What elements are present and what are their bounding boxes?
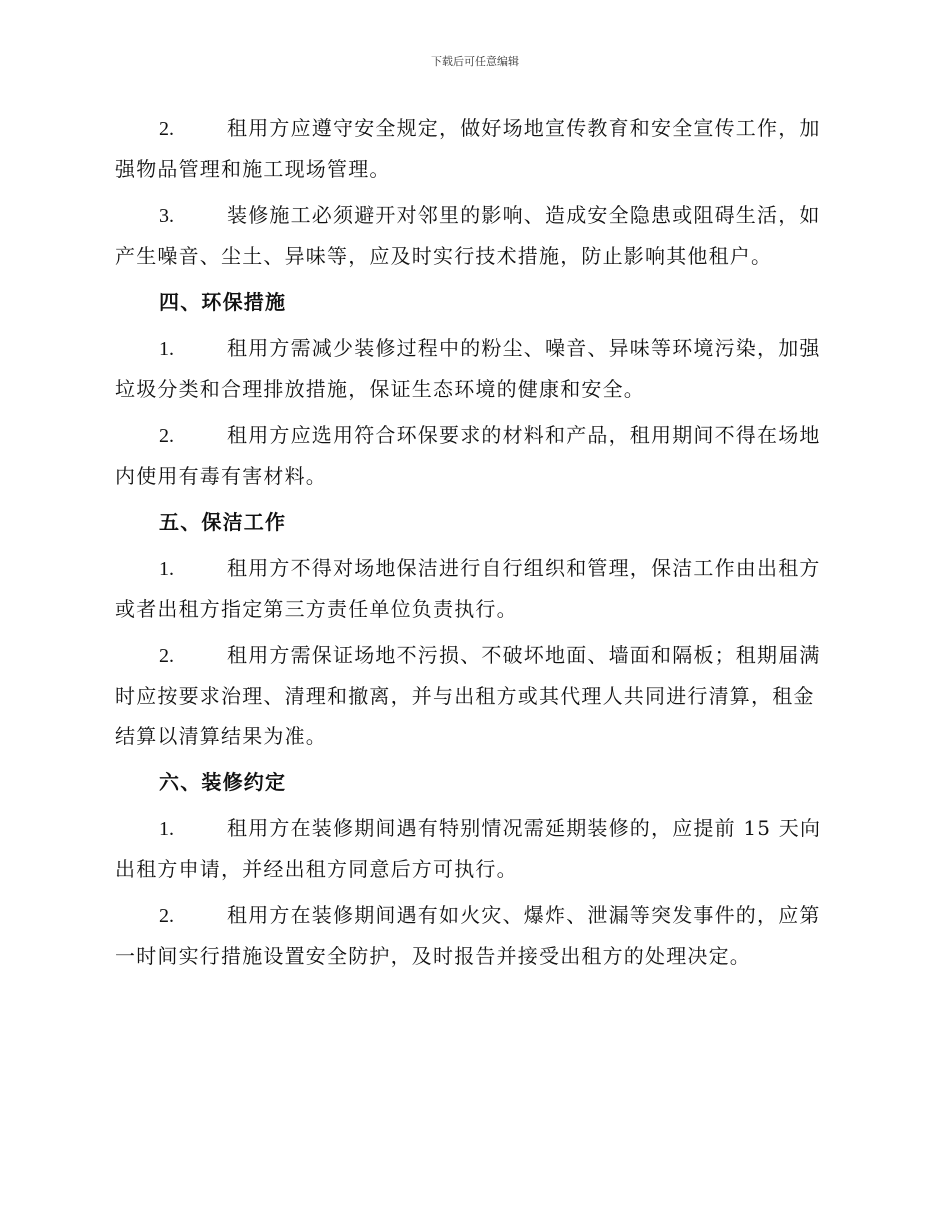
clause-text: 租用方应遵守安全规定，做好场地宣传教育和安全宣传工作，加强物品管理和施工现场管理。: [115, 116, 821, 181]
clause-text: 租用方在装修期间遇有特别情况需延期装修的，应提前 15 天向出租方申请，并经出租方同意后方可执行。: [115, 816, 822, 881]
clause-text: 租用方在装修期间遇有如火灾、爆炸、泄漏等突发事件的，应第一时间实行措施设置安全防护，及时报告并接受出租方的处理决定。: [115, 903, 821, 968]
clause-text: 租用方需保证场地不污损、不破坏地面、墙面和隔板；租期届满时应按要求治理、清理和撤离，并与出租方或其代理人共同进行清算，租金结算以清算结果为准。: [115, 643, 821, 748]
page-header: 下载后可任意编辑: [431, 55, 519, 68]
clause-number: 2.: [159, 425, 174, 447]
clause-number: 3.: [159, 205, 174, 227]
clause-text: 租用方需减少装修过程中的粉尘、噪音、异味等环境污染，加强垃圾分类和合理排放措施，保证生态环境的健康和安全。: [115, 336, 821, 401]
clause-2-settlement: [115, 635, 835, 756]
clause-text: 租用方应选用符合环保要求的材料和产品，租用期间不得在场地内使用有毒有害材料。: [115, 423, 821, 488]
clause-number: 1.: [159, 558, 174, 580]
clause-2-emergency: [115, 895, 835, 976]
clause-1-cleaning: [115, 548, 835, 629]
clause-text: 租用方不得对场地保洁进行自行组织和管理，保洁工作由出租方或者出租方指定第三方责任单位负责执行。: [115, 556, 821, 621]
clause-number: 1.: [159, 338, 174, 360]
clause-number: 2.: [159, 905, 174, 927]
clause-text: 装修施工必须避开对邻里的影响、造成安全隐患或阻碍生活，如产生噪音、尘土、异味等，应及时实行技术措施，防止影响其他租户。: [115, 203, 821, 268]
clause-1-extension: [115, 808, 835, 889]
section-heading-environment: 四、环保措施: [159, 290, 287, 314]
clause-number: 2.: [159, 118, 174, 140]
section-heading-cleaning: 五、保洁工作: [159, 510, 287, 534]
section-heading-renovation: 六、装修约定: [159, 770, 287, 794]
clause-2-materials: [115, 415, 835, 496]
clause-number: 2.: [159, 645, 174, 667]
clause-1-pollution: [115, 328, 835, 409]
clause-number: 1.: [159, 818, 174, 840]
clause-2-safety: [115, 108, 835, 189]
clause-3-noise: [115, 195, 835, 276]
document-body: [115, 108, 835, 982]
